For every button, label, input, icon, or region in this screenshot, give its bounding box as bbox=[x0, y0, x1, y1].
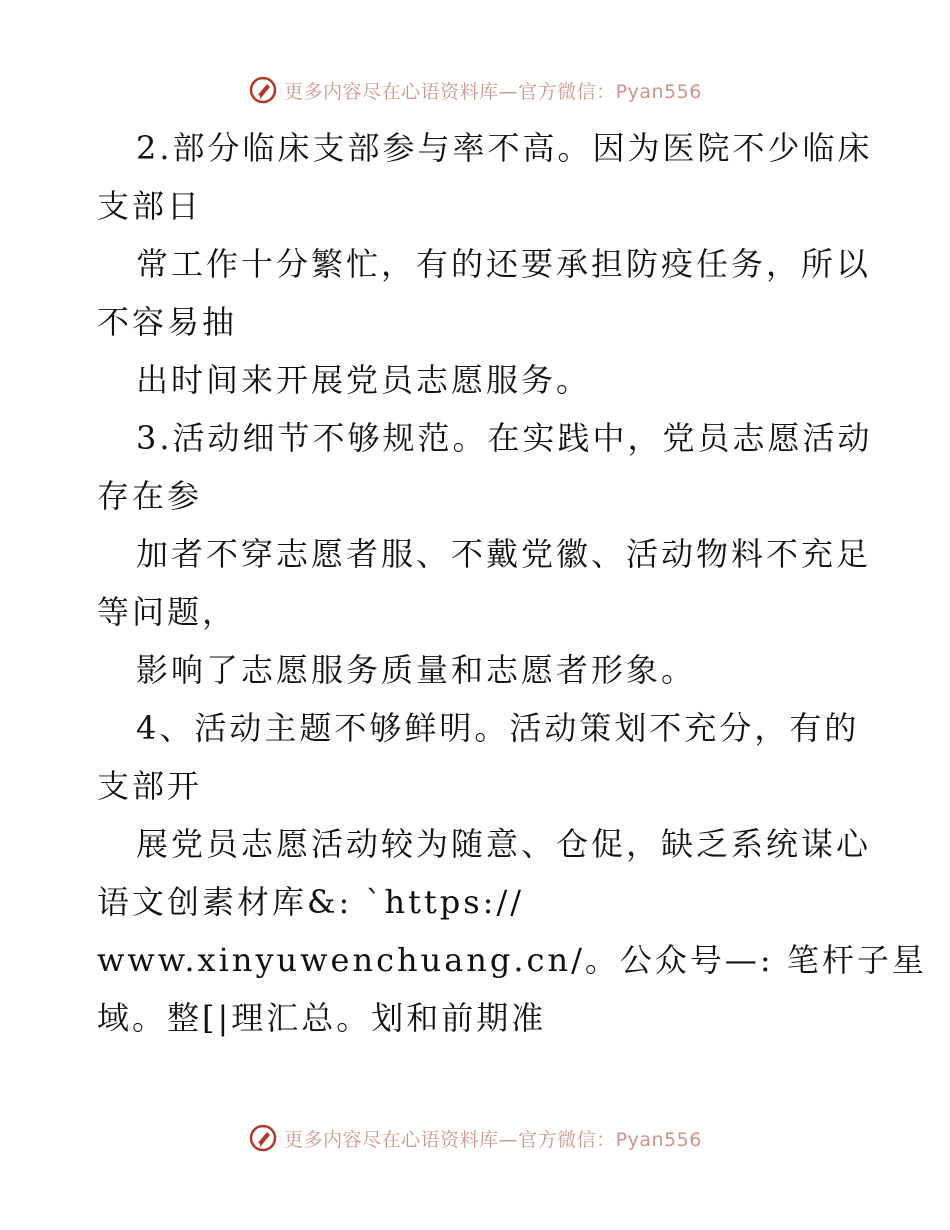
watermark-text: 更多内容尽在心语资料库—官方微信：Pyan556 bbox=[284, 80, 702, 103]
paragraph-line: 不容易抽 bbox=[97, 303, 238, 341]
header-watermark bbox=[0, 75, 950, 105]
pen-nib-logo-icon bbox=[248, 1123, 278, 1153]
paragraph-line: 支部日 bbox=[97, 187, 203, 225]
paragraph-line: 存在参 bbox=[97, 477, 203, 515]
paragraph-line: 域。整[|理汇总。划和前期准 bbox=[97, 999, 547, 1037]
watermark-text: 更多内容尽在心语资料库—官方微信：Pyan556 bbox=[284, 1128, 702, 1151]
paragraph-line: 等问题， bbox=[97, 593, 238, 631]
paragraph-line: 3.活动细节不够规范。在实践中，党员志愿活动 bbox=[136, 419, 873, 457]
paragraph-line: 常工作十分繁忙，有的还要承担防疫任务，所以 bbox=[136, 245, 872, 283]
paragraph-line: 4、活动主题不够鲜明。活动策划不充分，有的 bbox=[136, 709, 860, 747]
footer-watermark bbox=[0, 1123, 950, 1153]
paragraph-line: www.xinyuwenchuang.cn/。公众号—: 笔杆子星 bbox=[97, 941, 927, 979]
pen-nib-logo-icon bbox=[248, 75, 278, 105]
paragraph-line: 语文创素材库&: `https:// bbox=[97, 883, 525, 921]
paragraph-line: 2.部分临床支部参与率不高。因为医院不少临床 bbox=[136, 129, 873, 167]
paragraph-line: 支部开 bbox=[97, 767, 203, 805]
paragraph-line: 影响了志愿服务质量和志愿者形象。 bbox=[136, 651, 697, 689]
paragraph-line: 展党员志愿活动较为随意、仓促，缺乏系统谋心 bbox=[136, 825, 872, 863]
paragraph-line: 出时间来开展党员志愿服务。 bbox=[136, 361, 592, 399]
paragraph-line: 加者不穿志愿者服、不戴党徽、活动物料不充足 bbox=[136, 535, 872, 573]
